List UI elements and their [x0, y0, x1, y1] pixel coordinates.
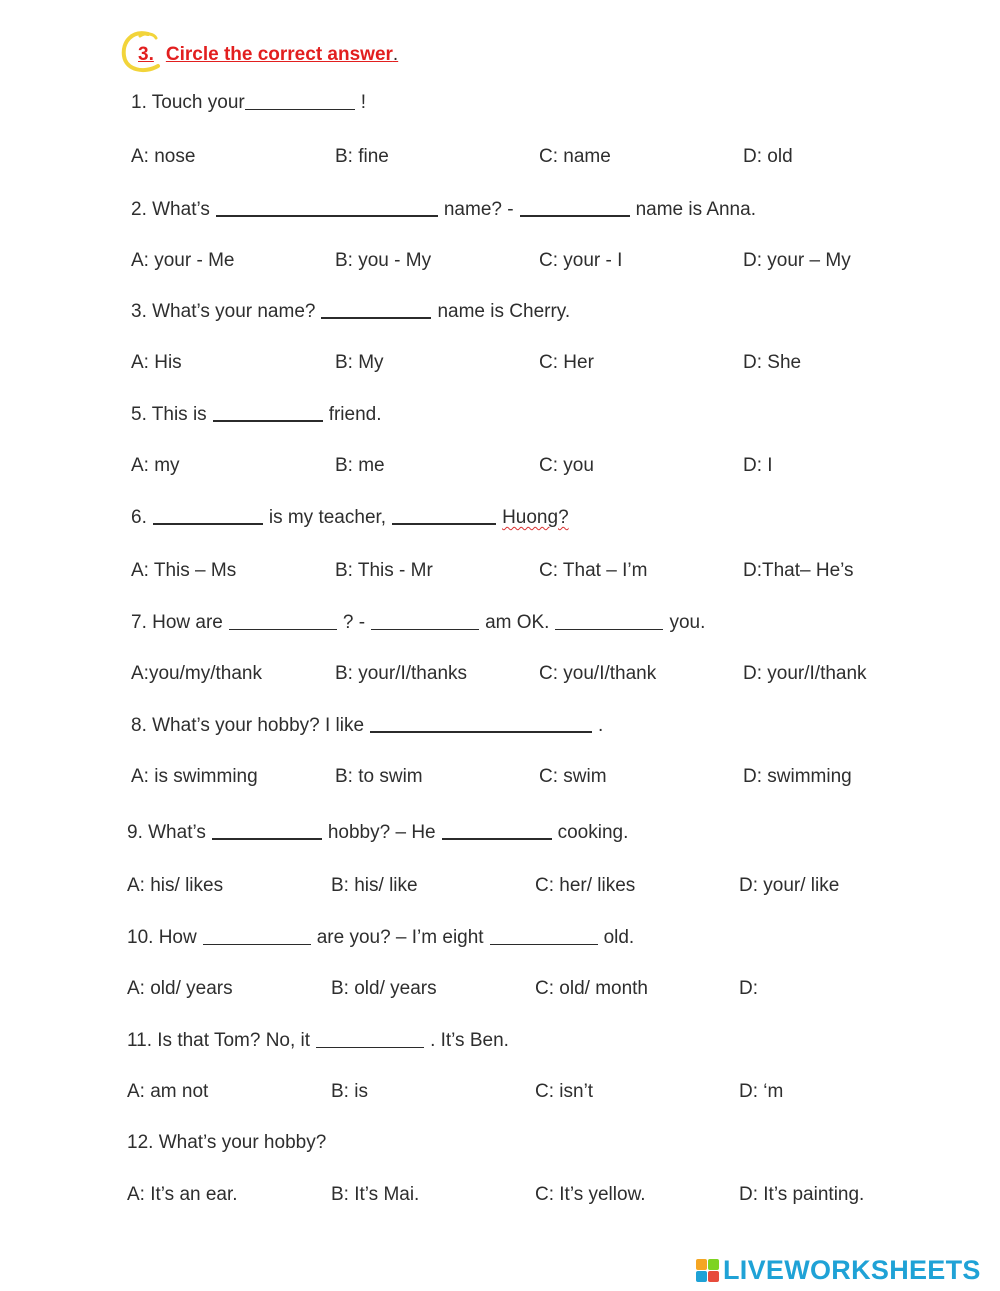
exercise-number: 3. [138, 44, 154, 65]
logo-text: LIVEWORKSHEETS [723, 1254, 981, 1285]
option-c[interactable]: C: name [539, 146, 611, 167]
answer-blank[interactable] [371, 628, 479, 630]
option-c[interactable]: C: That – I’m [539, 560, 648, 581]
option-a[interactable]: A: my [131, 455, 180, 476]
option-a[interactable]: A: nose [131, 146, 196, 167]
answer-blank[interactable] [442, 837, 552, 840]
option-d[interactable]: D: [739, 978, 758, 999]
option-b[interactable]: B: to swim [335, 766, 423, 787]
option-d[interactable]: D: swimming [743, 766, 852, 787]
question-6: 6. is my teacher, Huong? [131, 507, 569, 528]
exercise-title: 3. Circle the correct answer. [138, 44, 399, 65]
question-8: 8. What’s your hobby? I like . [131, 715, 604, 736]
option-d[interactable]: D: ‘m [739, 1081, 784, 1102]
option-a[interactable]: A: old/ years [127, 978, 233, 999]
option-d[interactable]: D: your/I/thank [743, 663, 867, 684]
option-c[interactable]: C: It’s yellow. [535, 1184, 646, 1205]
answer-blank[interactable] [216, 214, 438, 217]
option-d[interactable]: D: your – My [743, 250, 851, 271]
answer-blank[interactable] [490, 943, 598, 945]
answer-blank[interactable] [392, 522, 496, 525]
answer-blank[interactable] [316, 1046, 424, 1048]
answer-blank[interactable] [370, 730, 592, 733]
option-a[interactable]: A: is swimming [131, 766, 258, 787]
option-b[interactable]: B: you - My [335, 250, 432, 271]
option-b[interactable]: B: your/I/thanks [335, 663, 468, 684]
answer-blank[interactable] [520, 214, 630, 217]
option-d[interactable]: D: your/ like [739, 875, 840, 896]
option-a[interactable]: A: am not [127, 1081, 209, 1102]
option-c[interactable]: C: Her [539, 352, 594, 373]
answer-blank[interactable] [321, 316, 431, 319]
option-c[interactable]: C: you/I/thank [539, 663, 657, 684]
option-c[interactable]: C: your - I [539, 250, 623, 271]
option-b[interactable]: B: his/ like [331, 875, 418, 896]
answer-blank[interactable] [153, 522, 263, 525]
option-a[interactable]: A: It’s an ear. [127, 1184, 238, 1205]
option-d[interactable]: D:That– He’s [743, 560, 854, 581]
question-2: 2. What’s name? - name is Anna. [131, 199, 756, 220]
answer-blank[interactable] [229, 628, 337, 630]
option-d[interactable]: D: I [743, 455, 773, 476]
option-c[interactable]: C: swim [539, 766, 607, 787]
option-b[interactable]: B: me [335, 455, 385, 476]
answer-blank[interactable] [245, 108, 355, 110]
option-a[interactable]: A: His [131, 352, 182, 373]
option-b[interactable]: B: old/ years [331, 978, 437, 999]
answer-blank[interactable] [203, 943, 311, 945]
liveworksheets-logo [696, 1253, 981, 1287]
option-a[interactable]: A:you/my/thank [131, 663, 262, 684]
option-d[interactable]: D: old [743, 146, 793, 167]
option-b[interactable]: B: It’s Mai. [331, 1184, 420, 1205]
answer-blank[interactable] [212, 837, 322, 840]
option-b[interactable]: B: This - Mr [335, 560, 433, 581]
answer-blank[interactable] [213, 419, 323, 422]
question-7: 7. How are ? - am OK. you. [131, 612, 706, 633]
option-d[interactable]: D: It’s painting. [739, 1184, 865, 1205]
question-3: 3. What’s your name? name is Cherry. [131, 301, 571, 322]
logo-squares-icon [696, 1259, 719, 1282]
option-a[interactable]: A: his/ likes [127, 875, 224, 896]
option-c[interactable]: C: you [539, 455, 594, 476]
question-12: 12. What’s your hobby? [127, 1132, 327, 1153]
question-11: 11. Is that Tom? No, it . It’s Ben. [127, 1030, 509, 1051]
option-a[interactable]: A: This – Ms [131, 560, 237, 581]
option-b[interactable]: B: fine [335, 146, 389, 167]
question-9: 9. What’s hobby? – He cooking. [127, 822, 629, 843]
option-a[interactable]: A: your - Me [131, 250, 235, 271]
option-b[interactable]: B: My [335, 352, 384, 373]
option-c[interactable]: C: her/ likes [535, 875, 636, 896]
question-10: 10. How are you? – I’m eight old. [127, 927, 635, 948]
question-5: 5. This is friend. [131, 404, 382, 425]
option-d[interactable]: D: She [743, 352, 802, 373]
option-c[interactable]: C: isn’t [535, 1081, 594, 1102]
answer-blank[interactable] [555, 628, 663, 630]
exercise-title-text: Circle the correct answer [165, 44, 393, 65]
option-b[interactable]: B: is [331, 1081, 368, 1102]
question-1: 1. Touch your ! [131, 92, 367, 113]
option-c[interactable]: C: old/ month [535, 978, 648, 999]
